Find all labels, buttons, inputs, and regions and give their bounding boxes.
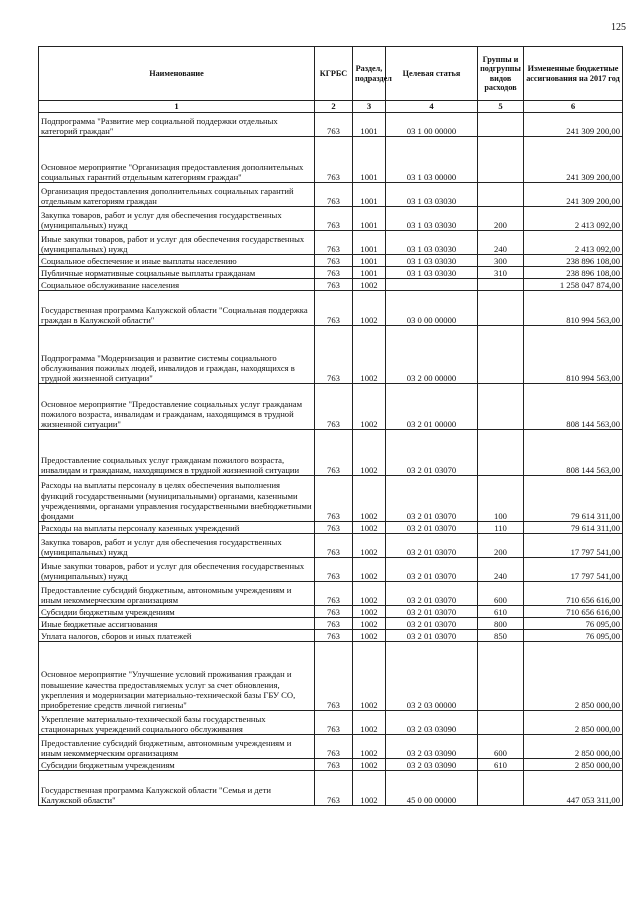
table-row <box>39 618 623 630</box>
column-number: 4 <box>386 101 478 113</box>
cell-group <box>478 430 524 476</box>
cell-group <box>478 711 524 735</box>
cell-name: Предоставление субсидий бюджетным, автономным учреждениям и иным некоммерческим организациям <box>39 582 315 606</box>
cell-name: Организация предоставления дополнительных социальных гарантий отдельным категориям граждан <box>39 183 315 207</box>
cell-kgrbs: 763 <box>315 291 353 326</box>
cell-kgrbs: 763 <box>315 582 353 606</box>
cell-razdel: 1002 <box>353 771 386 806</box>
cell-statya: 03 2 01 00000 <box>386 384 478 430</box>
cell-razdel: 1002 <box>353 630 386 642</box>
column-number-row <box>39 101 623 113</box>
page-number: 125 <box>611 22 626 33</box>
header-kgrbs: КГРБС <box>315 47 353 101</box>
cell-amount: 2 413 092,00 <box>524 207 623 231</box>
table-row <box>39 522 623 534</box>
cell-group <box>478 326 524 384</box>
table-row <box>39 582 623 606</box>
cell-razdel: 1002 <box>353 759 386 771</box>
cell-amount: 17 797 541,00 <box>524 558 623 582</box>
cell-group: 240 <box>478 558 524 582</box>
table-row <box>39 384 623 430</box>
column-number: 6 <box>524 101 623 113</box>
cell-statya: 03 2 01 03070 <box>386 558 478 582</box>
cell-statya <box>386 279 478 291</box>
cell-name: Государственная программа Калужской области "Семья и дети Калужской области" <box>39 771 315 806</box>
cell-statya: 03 1 03 03030 <box>386 207 478 231</box>
cell-statya: 03 2 01 03070 <box>386 430 478 476</box>
cell-name: Субсидии бюджетным учреждениям <box>39 606 315 618</box>
cell-amount: 241 309 200,00 <box>524 183 623 207</box>
table-row <box>39 113 623 137</box>
cell-razdel: 1001 <box>353 231 386 255</box>
cell-razdel: 1002 <box>353 326 386 384</box>
cell-razdel: 1001 <box>353 113 386 137</box>
cell-name: Иные бюджетные ассигнования <box>39 618 315 630</box>
cell-amount: 238 896 108,00 <box>524 267 623 279</box>
cell-razdel: 1002 <box>353 476 386 522</box>
cell-amount: 2 850 000,00 <box>524 711 623 735</box>
cell-razdel: 1002 <box>353 558 386 582</box>
cell-group: 800 <box>478 618 524 630</box>
cell-statya: 03 1 03 03030 <box>386 183 478 207</box>
cell-razdel: 1002 <box>353 430 386 476</box>
cell-group: 110 <box>478 522 524 534</box>
cell-statya: 03 2 01 03070 <box>386 534 478 558</box>
cell-amount: 710 656 616,00 <box>524 582 623 606</box>
cell-group: 600 <box>478 735 524 759</box>
cell-amount: 238 896 108,00 <box>524 255 623 267</box>
cell-group <box>478 642 524 711</box>
cell-amount: 810 994 563,00 <box>524 326 623 384</box>
cell-kgrbs: 763 <box>315 630 353 642</box>
cell-name: Иные закупки товаров, работ и услуг для обеспечения государственных (муниципальных) нужд <box>39 231 315 255</box>
cell-group: 310 <box>478 267 524 279</box>
cell-name: Социальное обслуживание населения <box>39 279 315 291</box>
cell-razdel: 1001 <box>353 255 386 267</box>
cell-group <box>478 113 524 137</box>
cell-razdel: 1002 <box>353 582 386 606</box>
cell-amount: 241 309 200,00 <box>524 113 623 137</box>
cell-amount: 17 797 541,00 <box>524 534 623 558</box>
column-number: 2 <box>315 101 353 113</box>
table-row <box>39 326 623 384</box>
cell-statya: 03 2 03 03090 <box>386 759 478 771</box>
table-row <box>39 291 623 326</box>
cell-razdel: 1002 <box>353 522 386 534</box>
cell-razdel: 1002 <box>353 384 386 430</box>
cell-razdel: 1002 <box>353 618 386 630</box>
cell-kgrbs: 763 <box>315 255 353 267</box>
cell-razdel: 1002 <box>353 291 386 326</box>
cell-group: 610 <box>478 759 524 771</box>
cell-statya: 03 1 03 00000 <box>386 137 478 183</box>
cell-kgrbs: 763 <box>315 759 353 771</box>
cell-kgrbs: 763 <box>315 207 353 231</box>
cell-group: 610 <box>478 606 524 618</box>
cell-name: Закупка товаров, работ и услуг для обеспечения государственных (муниципальных) нужд <box>39 207 315 231</box>
table-row <box>39 630 623 642</box>
cell-kgrbs: 763 <box>315 326 353 384</box>
cell-kgrbs: 763 <box>315 113 353 137</box>
table-row <box>39 759 623 771</box>
cell-group <box>478 771 524 806</box>
cell-kgrbs: 763 <box>315 771 353 806</box>
cell-group <box>478 291 524 326</box>
cell-statya: 03 0 00 00000 <box>386 291 478 326</box>
cell-name: Публичные нормативные социальные выплаты гражданам <box>39 267 315 279</box>
cell-razdel: 1001 <box>353 137 386 183</box>
cell-name: Подпрограмма "Модернизация и развитие системы социального обслуживания пожилых людей, инвалидов и граждан, находящихся в трудной жизненной ситуации" <box>39 326 315 384</box>
cell-amount: 810 994 563,00 <box>524 291 623 326</box>
table-row <box>39 711 623 735</box>
cell-amount: 76 095,00 <box>524 618 623 630</box>
table-row <box>39 267 623 279</box>
cell-amount: 2 413 092,00 <box>524 231 623 255</box>
cell-name: Иные закупки товаров, работ и услуг для обеспечения государственных (муниципальных) нужд <box>39 558 315 582</box>
table-row <box>39 279 623 291</box>
cell-group: 600 <box>478 582 524 606</box>
cell-name: Субсидии бюджетным учреждениям <box>39 759 315 771</box>
cell-amount: 447 053 311,00 <box>524 771 623 806</box>
cell-statya: 03 2 03 03090 <box>386 735 478 759</box>
cell-razdel: 1002 <box>353 711 386 735</box>
cell-kgrbs: 763 <box>315 735 353 759</box>
cell-name: Основное мероприятие "Организация предоставления дополнительных социальных гарантий отдельным категориям граждан" <box>39 137 315 183</box>
header-razdel: Раздел, подраздел <box>353 47 386 101</box>
cell-kgrbs: 763 <box>315 606 353 618</box>
cell-razdel: 1001 <box>353 267 386 279</box>
cell-statya: 03 2 03 03090 <box>386 711 478 735</box>
cell-razdel: 1001 <box>353 207 386 231</box>
cell-amount: 2 850 000,00 <box>524 642 623 711</box>
cell-name: Социальное обеспечение и иные выплаты населению <box>39 255 315 267</box>
table-row <box>39 183 623 207</box>
cell-group: 200 <box>478 534 524 558</box>
cell-name: Расходы на выплаты персоналу в целях обеспечения выполнения функций государственными (муниципальными) органами, казенными учреждениями, органами управления государственными внебюджетными фондами <box>39 476 315 522</box>
cell-razdel: 1002 <box>353 735 386 759</box>
cell-statya: 03 1 00 00000 <box>386 113 478 137</box>
table-row <box>39 207 623 231</box>
cell-name: Предоставление социальных услуг гражданам пожилого возраста, инвалидам и гражданам, находящимся в трудной жизненной ситуации <box>39 430 315 476</box>
column-number: 3 <box>353 101 386 113</box>
table-row <box>39 606 623 618</box>
table-header-row <box>39 47 623 101</box>
column-number: 1 <box>39 101 315 113</box>
cell-amount: 76 095,00 <box>524 630 623 642</box>
cell-amount: 710 656 616,00 <box>524 606 623 618</box>
table-row <box>39 771 623 806</box>
cell-statya: 03 2 01 03070 <box>386 582 478 606</box>
cell-statya: 03 2 00 00000 <box>386 326 478 384</box>
cell-kgrbs: 763 <box>315 558 353 582</box>
cell-kgrbs: 763 <box>315 384 353 430</box>
cell-name: Укрепление материально-технической базы государственных стационарных учреждений социального обслуживания <box>39 711 315 735</box>
cell-amount: 2 850 000,00 <box>524 759 623 771</box>
cell-amount: 808 144 563,00 <box>524 384 623 430</box>
table-row <box>39 137 623 183</box>
cell-razdel: 1002 <box>353 279 386 291</box>
cell-razdel: 1002 <box>353 606 386 618</box>
header-gruppy: Группы и подгруппы видов расходов <box>478 47 524 101</box>
cell-statya: 03 1 03 03030 <box>386 267 478 279</box>
header-amount: Измененные бюджетные ассигнования на 2017 год <box>524 47 623 101</box>
table-row <box>39 642 623 711</box>
header-statya: Целевая статья <box>386 47 478 101</box>
table-row <box>39 558 623 582</box>
cell-kgrbs: 763 <box>315 534 353 558</box>
cell-kgrbs: 763 <box>315 231 353 255</box>
cell-name: Государственная программа Калужской области "Социальная поддержка граждан в Калужской области" <box>39 291 315 326</box>
cell-statya: 45 0 00 00000 <box>386 771 478 806</box>
cell-name: Уплата налогов, сборов и иных платежей <box>39 630 315 642</box>
cell-amount: 79 614 311,00 <box>524 522 623 534</box>
cell-statya: 03 2 03 00000 <box>386 642 478 711</box>
cell-statya: 03 2 01 03070 <box>386 476 478 522</box>
cell-razdel: 1002 <box>353 534 386 558</box>
table-row <box>39 255 623 267</box>
cell-name: Закупка товаров, работ и услуг для обеспечения государственных (муниципальных) нужд <box>39 534 315 558</box>
cell-razdel: 1001 <box>353 183 386 207</box>
cell-name: Основное мероприятие "Улучшение условий проживания граждан и повышение качества предоставляемых услуг за счет обновления, укрепления и модернизации материально-технической базы ГБУ СО, приобретение средств личной гигиены" <box>39 642 315 711</box>
cell-group <box>478 137 524 183</box>
cell-group: 200 <box>478 207 524 231</box>
cell-group <box>478 183 524 207</box>
cell-statya: 03 2 01 03070 <box>386 522 478 534</box>
table-row <box>39 735 623 759</box>
cell-name: Подпрограмма "Развитие мер социальной поддержки отдельных категорий граждан" <box>39 113 315 137</box>
cell-amount: 79 614 311,00 <box>524 476 623 522</box>
cell-kgrbs: 763 <box>315 522 353 534</box>
cell-group: 300 <box>478 255 524 267</box>
cell-name: Расходы на выплаты персоналу казенных учреждений <box>39 522 315 534</box>
cell-name: Предоставление субсидий бюджетным, автономным учреждениям и иным некоммерческим организациям <box>39 735 315 759</box>
cell-amount: 241 309 200,00 <box>524 137 623 183</box>
cell-kgrbs: 763 <box>315 476 353 522</box>
cell-group <box>478 384 524 430</box>
cell-group: 240 <box>478 231 524 255</box>
cell-razdel: 1002 <box>353 642 386 711</box>
budget-table <box>38 46 623 806</box>
cell-statya: 03 1 03 03030 <box>386 231 478 255</box>
table-row <box>39 534 623 558</box>
cell-kgrbs: 763 <box>315 642 353 711</box>
cell-group <box>478 279 524 291</box>
table-row <box>39 430 623 476</box>
cell-kgrbs: 763 <box>315 279 353 291</box>
table-row <box>39 476 623 522</box>
cell-kgrbs: 763 <box>315 267 353 279</box>
cell-statya: 03 1 03 03030 <box>386 255 478 267</box>
cell-kgrbs: 763 <box>315 711 353 735</box>
cell-name: Основное мероприятие "Предоставление социальных услуг гражданам пожилого возраста, инвалидам и гражданам, находящимся в трудной жизненной ситуации" <box>39 384 315 430</box>
cell-statya: 03 2 01 03070 <box>386 618 478 630</box>
table-row <box>39 231 623 255</box>
cell-statya: 03 2 01 03070 <box>386 630 478 642</box>
cell-amount: 808 144 563,00 <box>524 430 623 476</box>
cell-statya: 03 2 01 03070 <box>386 606 478 618</box>
cell-kgrbs: 763 <box>315 618 353 630</box>
cell-kgrbs: 763 <box>315 430 353 476</box>
column-number: 5 <box>478 101 524 113</box>
cell-group: 850 <box>478 630 524 642</box>
cell-amount: 1 258 047 874,00 <box>524 279 623 291</box>
cell-kgrbs: 763 <box>315 137 353 183</box>
cell-kgrbs: 763 <box>315 183 353 207</box>
cell-amount: 2 850 000,00 <box>524 735 623 759</box>
cell-group: 100 <box>478 476 524 522</box>
header-name: Наименование <box>39 47 315 101</box>
